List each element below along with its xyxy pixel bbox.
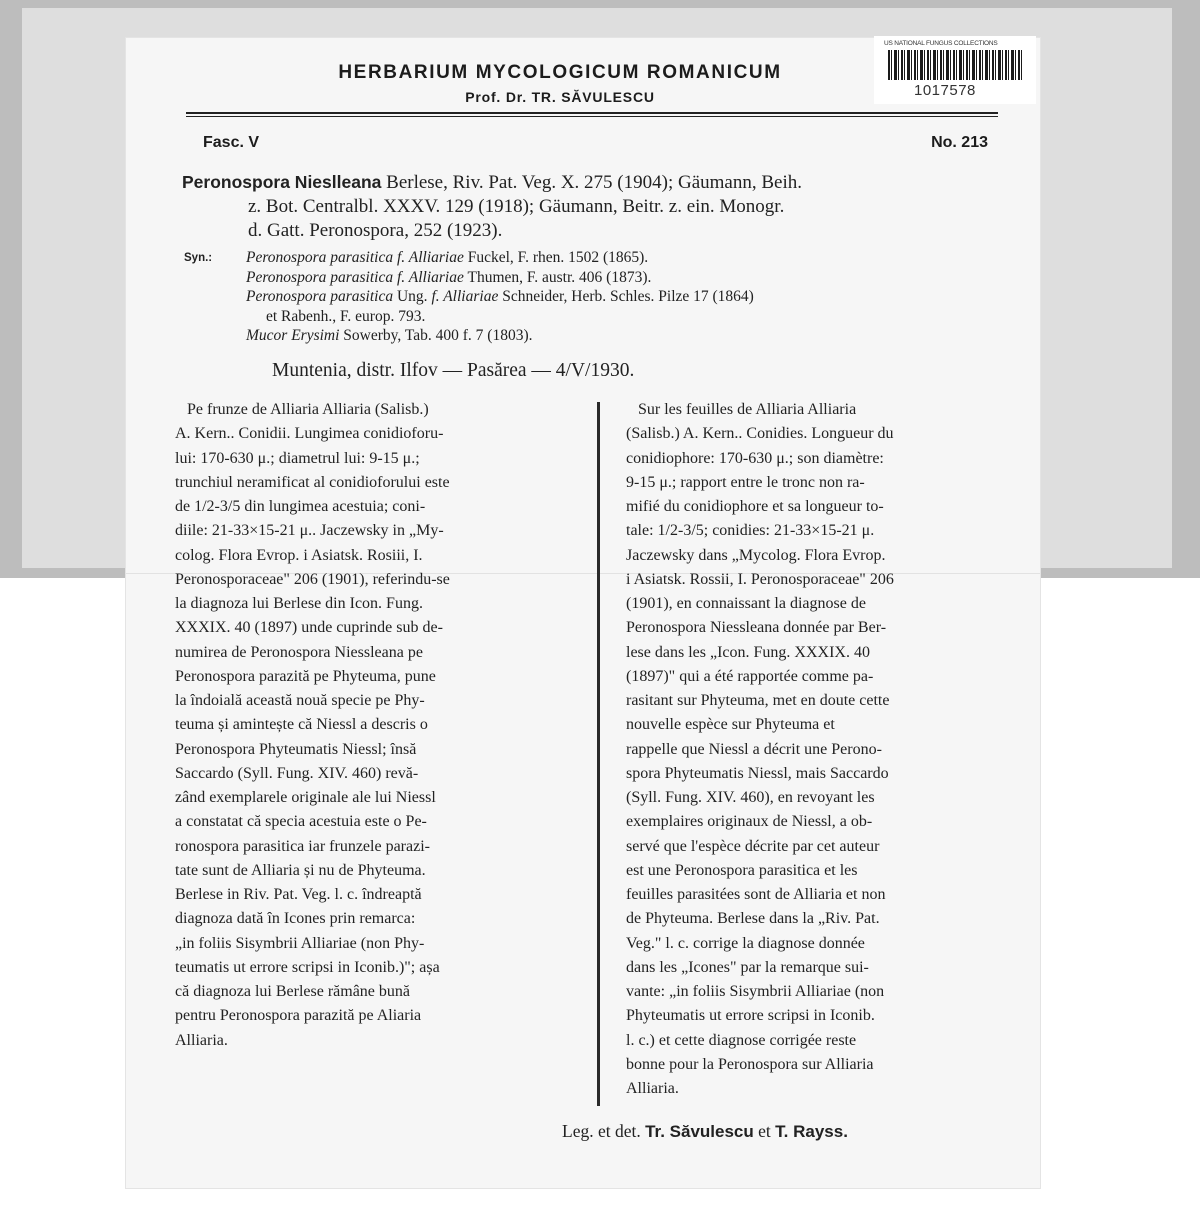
french-text-line: mifié du conidiophore et sa longueur to- xyxy=(626,498,884,515)
french-text-line: bonne pour la Peronospora sur Alliaria xyxy=(626,1055,874,1073)
romanian-text-line: trunchiul neramificat al conidioforului este xyxy=(175,473,450,491)
synonym-name: Peronospora parasitica f. Alliariae xyxy=(246,268,464,286)
french-text-line: l. c.) et cette diagnose corrigée reste xyxy=(626,1031,857,1049)
synonym-citation: Thumen, F. austr. 406 (1873). xyxy=(463,268,652,286)
french-text-line: est une Peronospora parasitica et les xyxy=(626,861,858,879)
french-text-line: Sur les feuilles de Alliaria Alliaria xyxy=(626,401,857,418)
french-text-line: (Syll. Fung. XIV. 460), en revoyant les xyxy=(626,789,875,806)
french-text-line: nouvelle espèce sur Phyteuma et xyxy=(626,716,835,734)
romanian-text-line: XXXIX. 40 (1897) unde cuprinde sub de- xyxy=(175,619,443,637)
french-text-line: spora Phyteumatis Niessl, mais Saccardo xyxy=(626,764,889,782)
french-description xyxy=(626,398,1018,1101)
french-text-line: de Phyteuma. Berlese dans la „Riv. Pat. xyxy=(626,910,880,928)
french-text-line: Phyteumatis ut errore scripsi in Iconib. xyxy=(626,1007,875,1025)
synonyms-label: Syn.: xyxy=(184,252,213,264)
collector-prefix: Leg. et det. xyxy=(562,1121,646,1141)
species-citation xyxy=(182,170,1012,243)
romanian-text-line: la diagnoza lui Berlese din Icon. Fung. xyxy=(175,595,423,612)
romanian-text-line: de 1/2-3/5 din lungimea acestuia; coni- xyxy=(175,498,426,515)
french-text-line: 9-15 μ.; rapport entre le tronc non ra- xyxy=(626,473,865,491)
french-text-line: vante: „in foliis Sisymbrii Alliariae (non xyxy=(626,983,885,1000)
romanian-text-line: Berlese in Riv. Pat. Veg. l. c. îndreaptă xyxy=(175,886,422,903)
synonym-entry xyxy=(246,326,1026,346)
romanian-text-line: că diagnoza lui Berlese rămâne bună xyxy=(175,983,410,1000)
romanian-text-line: a constatat că specia acestuia este o Pe- xyxy=(175,813,427,831)
collector-joiner: et xyxy=(753,1121,776,1141)
synonym-name: Mucor Erysimi xyxy=(246,327,340,344)
romanian-text-line: zând exemplarele originale ale lui Niessl xyxy=(175,789,436,806)
romanian-text-line: teumatis ut errore scripsi in Iconib.)"; așa xyxy=(175,958,440,976)
collection-locality: Muntenia, distr. Ilfov — Pasărea — 4/V/1930. xyxy=(272,360,635,381)
species-citation-line: Berlese, Riv. Pat. Veg. X. 275 (1904); Gäumann, Beih. xyxy=(386,172,802,193)
romanian-description xyxy=(175,398,575,1053)
french-text-line: Veg." l. c. corrige la diagnose donnée xyxy=(626,934,865,952)
french-text-line: exemplaires originaux de Niessl, a ob- xyxy=(626,813,873,831)
french-text-line: Peronospora Niessleana donnée par Ber- xyxy=(626,619,887,637)
synonym-citation: Fuckel, F. rhen. 1502 (1865). xyxy=(463,249,649,266)
french-text-line: (1901), en connaissant la diagnose de xyxy=(626,595,866,612)
romanian-text-line: Peronosporaceae" 206 (1901), referindu-se xyxy=(175,570,450,588)
french-text-line: rappelle que Niessl a décrit une Perono- xyxy=(626,740,882,758)
species-name: Peronospora Nieslleana xyxy=(182,172,382,192)
french-text-line: dans les „Icones" par la remarque sui- xyxy=(626,958,869,976)
specimen-number: No. 213 xyxy=(931,134,988,151)
french-text-line: lese dans les „Icon. Fung. XXXIX. 40 xyxy=(626,643,870,661)
french-text-line: tale: 1/2-3/5; conidies: 21-33×15-21 μ. xyxy=(626,522,875,540)
synonym-entry xyxy=(246,268,1026,288)
species-citation-line: z. Bot. Centralbl. XXXV. 129 (1918); Gäumann, Beitr. z. ein. Monogr. xyxy=(248,196,785,217)
romanian-text-line: Peronospora parazită pe Phyteuma, pune xyxy=(175,667,436,685)
french-text-line: servé que l'espèce décrite par cet auteur xyxy=(626,837,880,855)
herbarium-title: HERBARIUM MYCOLOGICUM ROMANICUM xyxy=(338,62,782,83)
synonym-name: Peronospora parasitica xyxy=(246,288,394,305)
synonym-continuation: et Rabenh., F. europ. 793. xyxy=(266,307,426,325)
synonym-citation: Ung. xyxy=(393,288,432,305)
romanian-text-line: Pe frunze de Alliaria Alliaria (Salisb.) xyxy=(175,401,429,418)
romanian-text-line: Peronospora Phyteumatis Niessl; însă xyxy=(175,740,417,758)
herbarium-curator: Prof. Dr. TR. SĂVULESCU xyxy=(465,89,655,105)
french-text-line: feuilles parasitées sont de Alliaria et non xyxy=(626,886,886,903)
fascicle-number: Fasc. V xyxy=(203,134,260,151)
french-text-line: (Salisb.) A. Kern.. Conidies. Longueur du xyxy=(626,425,894,443)
romanian-text-line: la îndoială această nouă specie pe Phy- xyxy=(175,692,425,709)
collector-credit xyxy=(562,1121,848,1142)
romanian-text-line: lui: 170-630 μ.; diametrul lui: 9-15 μ.; xyxy=(175,449,420,467)
french-text-line: rasitant sur Phyteuma, met en doute cette xyxy=(626,692,890,709)
romanian-text-line: ronospora parasitica iar frunzele parazi- xyxy=(175,837,430,855)
synonym-entry xyxy=(246,287,1026,307)
synonym-citation: Schneider, Herb. Schles. Pilze 17 (1864) xyxy=(498,288,754,305)
french-text-line: (1897)" qui a été rapportée comme pa- xyxy=(626,667,874,685)
species-citation-line: d. Gatt. Peronospora, 252 (1923). xyxy=(248,220,503,241)
romanian-text-line: teuma și amintește că Niessl a descris o xyxy=(175,716,428,734)
romanian-text-line: tate sunt de Alliaria și nu de Phyteuma. xyxy=(175,861,426,879)
collector-name-2: T. Rayss. xyxy=(775,1122,848,1141)
synonym-citation: Sowerby, Tab. 400 f. 7 (1803). xyxy=(339,327,533,344)
barcode-institution: US NATIONAL FUNGUS COLLECTIONS xyxy=(884,40,998,47)
romanian-text-line: colog. Flora Evrop. i Asiatsk. Rosiii, I. xyxy=(175,546,423,564)
barcode-number: 1017578 xyxy=(914,82,976,99)
french-text-line: Jaczewsky dans „Mycolog. Flora Evrop. xyxy=(626,546,886,564)
synonym-form: f. Alliariae xyxy=(431,288,499,305)
french-text-line: i Asiatsk. Rossii, I. Peronosporaceae" 206 xyxy=(626,570,894,588)
french-text-line: Alliaria. xyxy=(626,1080,679,1097)
synonym-name: Peronospora parasitica f. Alliariae xyxy=(246,249,464,266)
collector-name-1: Tr. Săvulescu xyxy=(645,1122,754,1141)
romanian-text-line: diile: 21-33×15-21 μ.. Jaczewsky in „My- xyxy=(175,522,444,540)
romanian-text-line: numirea de Peronospora Niessleana pe xyxy=(175,643,423,661)
romanian-text-line: Alliaria. xyxy=(175,1031,228,1049)
romanian-text-line: A. Kern.. Conidii. Lungimea conidioforu- xyxy=(175,425,444,443)
romanian-text-line: pentru Peronospora parazită pe Aliaria xyxy=(175,1007,422,1025)
header-rule xyxy=(186,112,998,114)
romanian-text-line: Saccardo (Syll. Fung. XIV. 460) revă- xyxy=(175,764,419,782)
header-rule-thin xyxy=(186,116,998,117)
synonym-entry xyxy=(246,248,1026,268)
french-text-line: conidiophore: 170-630 μ.; son diamètre: xyxy=(626,449,884,467)
romanian-text-line: „in foliis Sisymbrii Alliariae (non Phy- xyxy=(175,934,425,952)
romanian-text-line: diagnoza dată în Icones prin remarca: xyxy=(175,910,416,928)
column-divider xyxy=(597,402,600,1106)
